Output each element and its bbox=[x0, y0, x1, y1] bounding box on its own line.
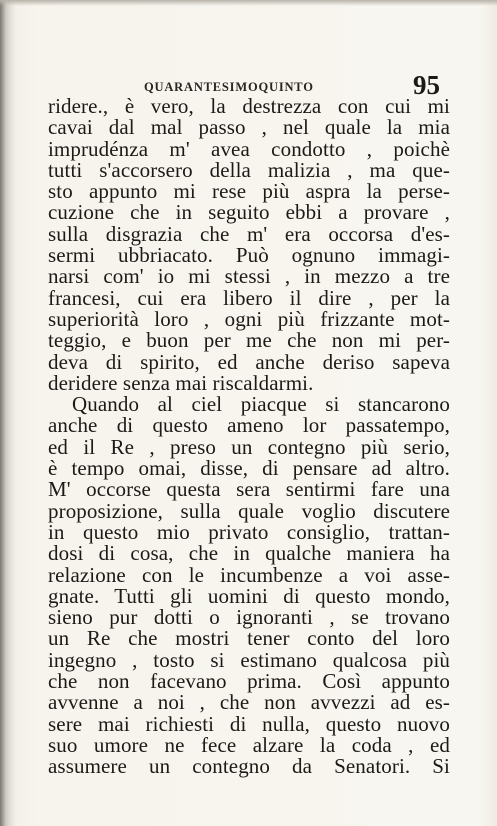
paragraph-start-line: Quando al ciel piacque si stancarono bbox=[72, 392, 450, 417]
text-line: assumere un contegno da Senatori. Si bbox=[48, 754, 450, 779]
text-line: M' occorse questa sera sentirmi fare una bbox=[48, 477, 450, 502]
text-line: narsi com' io mi stessi , in mezzo a tre bbox=[48, 264, 450, 289]
text-line: cuzione che in seguito ebbi a provare , bbox=[48, 200, 450, 225]
text-line: imprudénza m' avea condotto , poichè bbox=[48, 136, 450, 161]
gutter-shadow bbox=[0, 0, 16, 826]
text-line: sere mai richiesti di nulla, questo nuovo bbox=[48, 711, 450, 736]
text-line: sto appunto mi rese più aspra la perse- bbox=[48, 179, 450, 204]
text-line: tutti s'accorsero della malizia , ma que- bbox=[48, 157, 450, 182]
text-line: deva di spirito, ed anche deriso sapeva bbox=[48, 349, 450, 374]
text-line: è tempo omai, disse, di pensare ad altro. bbox=[48, 456, 450, 481]
text-line: teggio, e buon per me che non mi per- bbox=[48, 328, 450, 353]
text-line: sieno pur dotti o ignoranti , se trovano bbox=[48, 605, 450, 630]
text-line: che non facevano prima. Così appunto bbox=[48, 669, 450, 694]
text-line: proposizione, sulla quale voglio discutere bbox=[48, 498, 450, 523]
text-line: suo umore ne fece alzare la coda , ed bbox=[48, 732, 450, 757]
text-line: in questo mio privato consiglio, trattan- bbox=[48, 519, 450, 544]
text-line: ingegno , tosto si estimano qualcosa più bbox=[48, 647, 450, 672]
text-line: dosi di cosa, che in qualche maniera ha bbox=[48, 541, 450, 566]
text-line: gnate. Tutti gli uomini di questo mondo, bbox=[48, 583, 450, 608]
text-line: sermi ubbriacato. Può ognuno immagi- bbox=[48, 243, 450, 268]
text-line: sulla disgrazia che m' era occorsa d'es- bbox=[48, 221, 450, 246]
text-line: ridere., è vero, la destrezza con cui mi bbox=[48, 94, 450, 118]
paragraph-end-line: deridere senza mai riscaldarmi. bbox=[48, 370, 314, 395]
running-head: QUARANTESIMOQUINTO bbox=[144, 80, 314, 94]
text-line: ed il Re , preso un contegno più serio, bbox=[48, 434, 450, 459]
page-number: 95 bbox=[413, 70, 440, 100]
text-line: francesi, cui era libero il dire , per la bbox=[48, 285, 450, 310]
body-text bbox=[48, 96, 450, 778]
text-line: cavai dal mal passo , nel quale la mia bbox=[48, 115, 450, 140]
text-line: superiorità loro , ogni più frizzante mot- bbox=[48, 306, 450, 331]
text-line: relazione con le incumbenze a voi asse- bbox=[48, 562, 450, 587]
page-top-edge bbox=[0, 0, 497, 6]
text-line: avvenne a noi , che non avvezzi ad es- bbox=[48, 690, 450, 715]
text-line: un Re che mostri tener conto del loro bbox=[48, 626, 450, 651]
text-line: anche di questo ameno lor passatempo, bbox=[48, 413, 450, 438]
